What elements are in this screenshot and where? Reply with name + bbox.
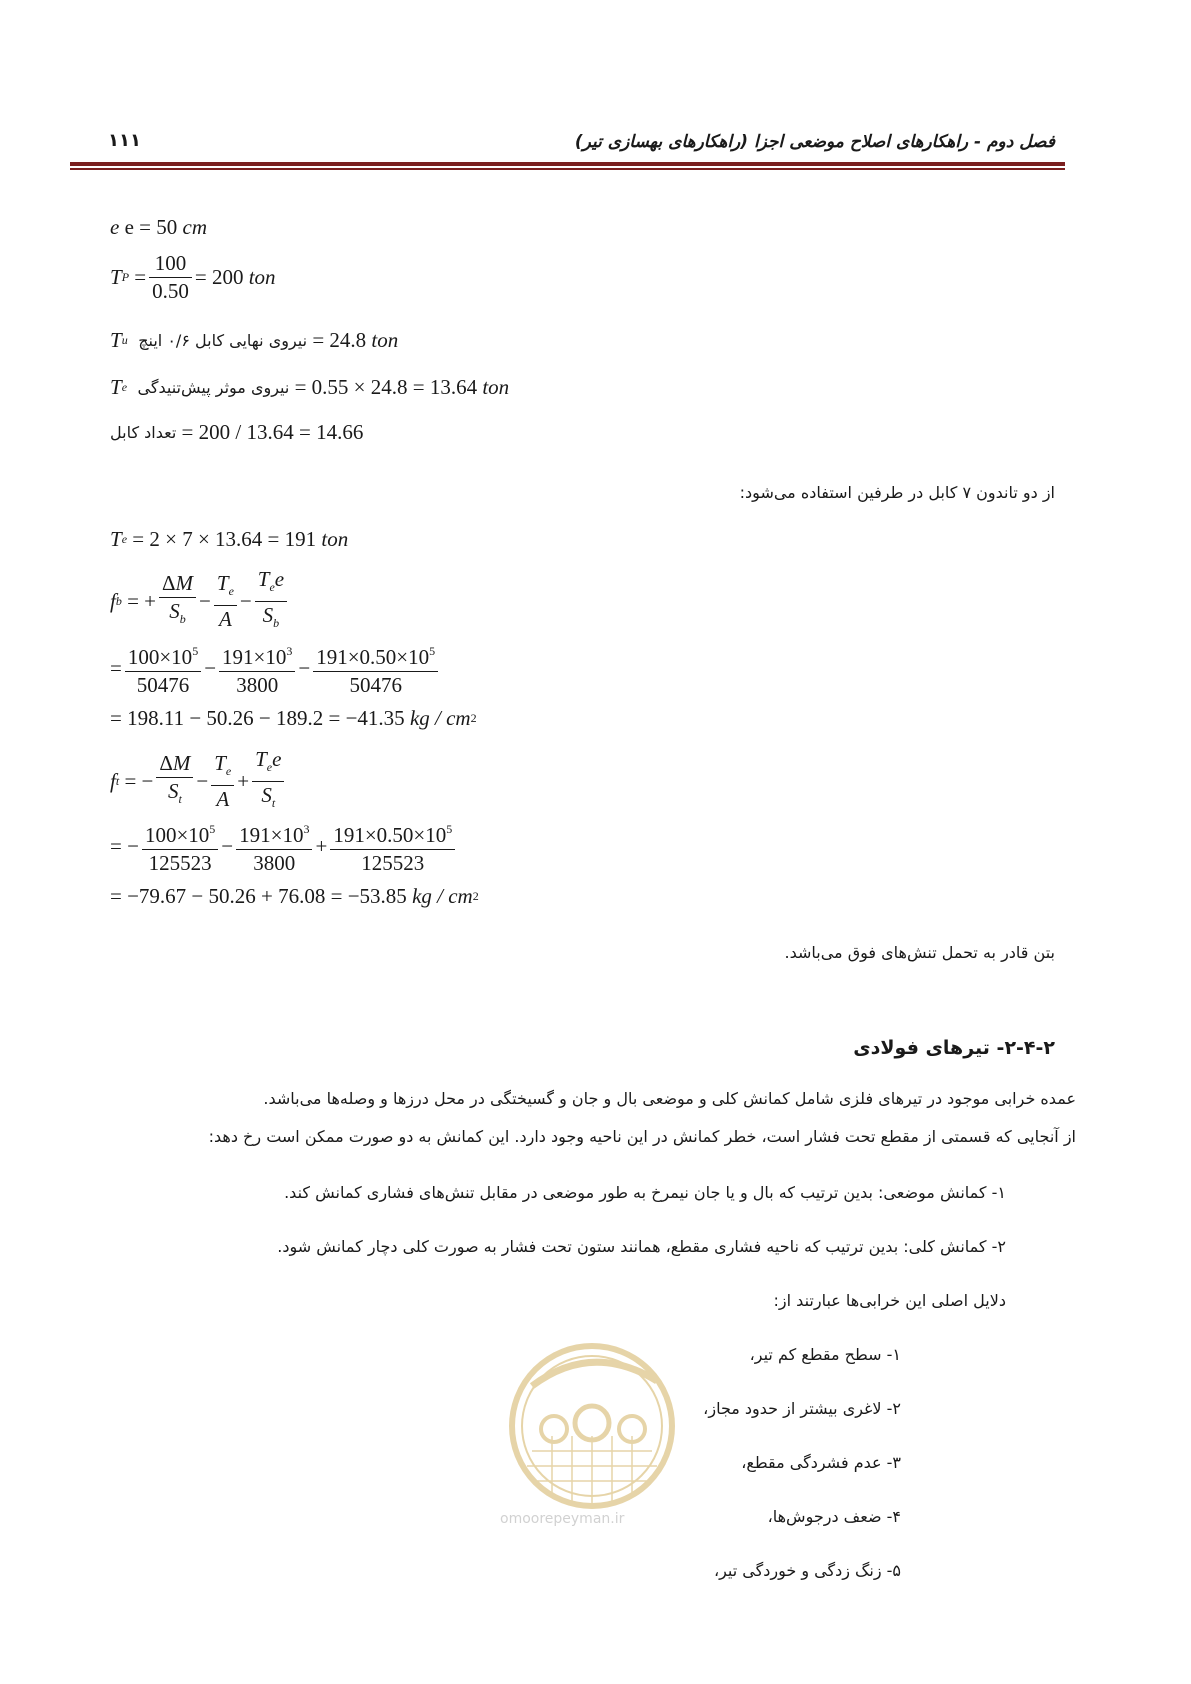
eq-te-unit: ton: [482, 375, 510, 399]
header-rule-thin: [70, 168, 1065, 170]
tendon-sentence: از دو تاندون ۷ کابل در طرفین استفاده می‌شود:: [739, 483, 1055, 502]
reason-item: ۳- عدم فشردگی مقطع،: [741, 1453, 901, 1472]
eq-tu: T u نیروی نهایی کابل ۰/۶ اینچ = 24.8 ton: [110, 328, 399, 352]
reason-item: ۱- سطح مقطع کم تیر،: [749, 1345, 901, 1364]
fb-result-value: = 198.11 − 50.26 − 189.2 = −41.35: [110, 706, 405, 730]
eq-te-total-unit: ton: [321, 527, 349, 551]
fb-n1: 100×10: [127, 645, 193, 669]
eq-te: T e نیروی موثر پیش‌تنیدگی = 0.55 × 24.8 = 13.64 ton: [110, 375, 510, 399]
reason-item: ۵- زنگ زدگی و خوردگی تیر،: [713, 1561, 901, 1580]
watermark-caption: omoorepeyman.ir: [500, 1511, 625, 1527]
fb-d2: 3800: [236, 673, 279, 697]
eq-te-value: = 0.55 × 24.8 = 13.64: [294, 375, 478, 399]
eq-fb-numeric: = $\frac{100\times 10^5}{50476}$ − $\frac{191\times 10^3}{3800}$ − $\frac{191\times 0.50\times 10^5}{50476}$: [110, 638, 441, 699]
buckling-item-1: ۱- کمانش موضعی: بدین ترتیب که بال و یا جان نیمرخ به طور موضعی در مقابل تنش‌های فشاری کمانش کند.: [284, 1183, 1006, 1202]
reason-item: ۲- لاغری بیشتر از حدود مجاز،: [703, 1399, 901, 1418]
section-heading: ۲-۴-۲- تیرهای فولادی: [853, 1037, 1055, 1059]
eq-tp-result: = 200: [194, 265, 244, 289]
fb-n2: 191×10: [222, 645, 287, 669]
eq-te-total-value: = 2 × 7 × 13.64 = 191: [132, 527, 317, 551]
ft-d3: 125523: [361, 851, 425, 875]
eq-e: e e = 50 cm: [110, 215, 207, 239]
eq-fb-formula: f b = + $\frac{\Delta M}{S_b}$ − $\frac{T_e}{A}$ − $\frac{T_ee}{S_b}$: [110, 566, 290, 637]
eq-te-label: نیروی موثر پیش‌تنیدگی: [137, 378, 290, 397]
fb-d1: 50476: [136, 673, 190, 697]
ft-result-value: = −79.67 − 50.26 + 76.08 = −53.85: [110, 884, 407, 908]
page-number: ۱۱۱: [108, 130, 141, 151]
eq-count-value: = 200 / 13.64 = 14.66: [181, 420, 364, 444]
ft-d2: 3800: [253, 851, 296, 875]
eq-fb-result: = 198.11 − 50.26 − 189.2 = −41.35 kg / cm 2: [110, 706, 477, 730]
ft-n2: 191×10: [239, 823, 304, 847]
ft-n1: 100×10: [144, 823, 210, 847]
watermark-logo: [492, 1331, 692, 1541]
eq-count-label: تعداد کابل: [110, 423, 177, 442]
eq-tp-den: 0.50: [152, 279, 189, 303]
eq-ft-result: = −79.67 − 50.26 + 76.08 = −53.85 kg / cm 2: [110, 884, 479, 908]
buckling-item-2: ۲- کمانش کلی: بدین ترتیب که ناحیه فشاری مقطع، همانند ستون تحت فشار به صورت کلی دچار کمانش شود.: [277, 1237, 1006, 1256]
eq-cable-count: [110, 420, 363, 445]
fb-n3: 191×0.50×10: [316, 645, 430, 669]
eq-ft-formula: f t = − $\frac{\Delta M}{S_t}$ − $\frac{T_e}{A}$ + $\frac{T_ee}{S_t}$: [110, 746, 287, 817]
running-header-title: فصل دوم - راهکارهای اصلاح موضعی اجزا (راهکارهای بهسازی تیر): [574, 132, 1055, 152]
eq-tp-num: 100: [149, 250, 192, 278]
fb-d3: 50476: [349, 673, 402, 697]
ft-d1: 125523: [148, 851, 212, 875]
eq-ft-numeric: = − $\frac{100\times 10^5}{125523}$ − $\frac{191\times 10^3}{3800}$ + $\frac{191\times 0.50\times 10^5}{125523}$: [110, 816, 458, 877]
eq-tu-label: نیروی نهایی کابل ۰/۶ اینچ: [138, 331, 308, 350]
ft-unit: kg / cm: [412, 884, 473, 908]
eq-te-total: T e = 2 × 7 × 13.64 = 191 ton: [110, 527, 349, 551]
fb-unit: kg / cm: [409, 706, 471, 730]
eq-e-value: e = 50: [124, 215, 178, 239]
paragraph-line-1: عمده خرابی موجود در تیرهای فلزی شامل کمانش کلی و موضعی بال و جان و گسیختگی در محل درزها و وصله‌ها می‌باشد.: [263, 1089, 1076, 1108]
watermark-seal-icon: [492, 1331, 692, 1511]
eq-tp-unit: ton: [248, 265, 276, 289]
concrete-sentence: بتن قادر به تحمل تنش‌های فوق می‌باشد.: [784, 943, 1055, 962]
eq-tu-value: = 24.8: [312, 328, 367, 352]
paragraph-line-2: از آنجایی که قسمتی از مقطع تحت فشار است، خطر کمانش در این ناحیه وجود دارد. این کمانش به دو صورت ممکن است رخ دهد:: [208, 1127, 1076, 1146]
ft-n3: 191×0.50×10: [333, 823, 447, 847]
header-rule-thick: [70, 162, 1065, 166]
reasons-intro: دلایل اصلی این خرابی‌ها عبارتند از:: [773, 1291, 1006, 1310]
eq-e-unit: cm: [182, 215, 207, 239]
eq-tu-unit: ton: [371, 328, 399, 352]
reason-item: ۴- ضعف درجوش‌ها،: [767, 1507, 901, 1526]
eq-tp: T P = $\frac{100}{0.50}$ = 200 ton: [110, 251, 276, 303]
eq-tp-fraction: [149, 250, 192, 305]
